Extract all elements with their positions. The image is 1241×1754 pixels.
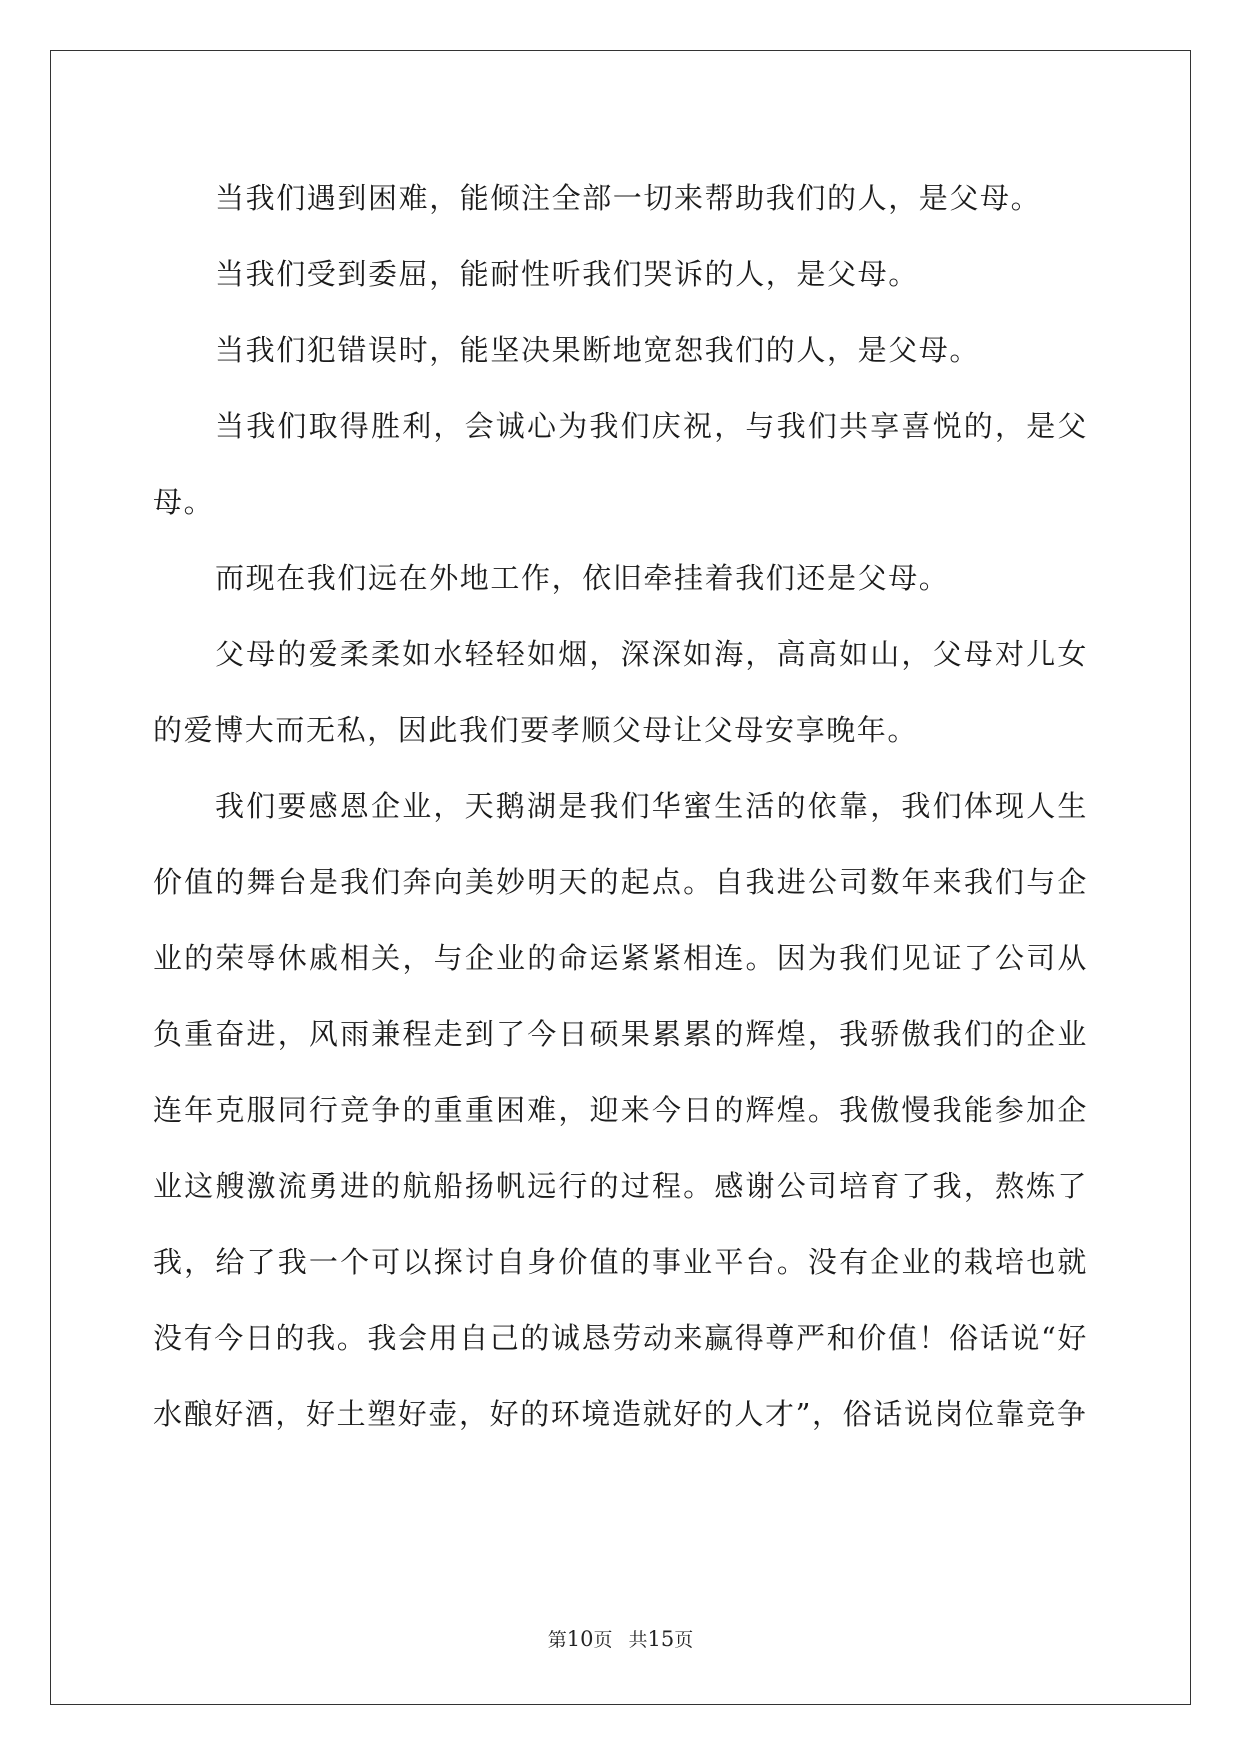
total-suffix: 页 — [674, 1629, 694, 1651]
paragraph-4: 当我们取得胜利，会诚心为我们庆祝，与我们共享喜悦的，是父母。 — [153, 409, 1088, 519]
document-body — [153, 160, 1088, 1452]
paragraph-7: 我们要感恩企业，天鹅湖是我们华蜜生活的依靠，我们体现人生价值的舞台是我们奔向美妙明天的起点。自我进公司数年来我们与企业的荣辱休戚相关，与企业的命运紧紧相连。因为我们见证了公司从负重奋进，风雨兼程走到了今日硕果累累的辉煌，我骄傲我们的企业连年克服同行竞争的重重困难，迎来今日的辉煌。我傲慢我能参加企业这艘激流勇进的航船扬帆远行的过程。感谢公司培育了我，熬炼了我，给了我一个可以探讨自身价值的事业平台。没有企业的栽培也就没有今日的我。我会用自己的诚恳劳动来赢得尊严和价值！俗话说“好水酿好酒，好土塑好壶，好的环境造就好的人才”，俗话说岗位靠竞争 — [153, 789, 1088, 1431]
page-footer — [0, 1627, 1241, 1652]
paragraph-2: 当我们受到委屈，能耐性听我们哭诉的人，是父母。 — [215, 257, 919, 291]
paragraph-5: 而现在我们远在外地工作，依旧牵挂着我们还是父母。 — [215, 561, 950, 595]
paragraph-3: 当我们犯错误时，能坚决果断地宽恕我们的人，是父母。 — [215, 333, 981, 367]
paragraph-6: 父母的爱柔柔如水轻轻如烟，深深如海，高高如山，父母对儿女的爱博大而无私，因此我们要孝顺父母让父母安享晚年。 — [153, 637, 1088, 747]
paragraph-1: 当我们遇到困难，能倾注全部一切来帮助我们的人，是父母。 — [215, 181, 1042, 215]
total-page-number: 15 — [647, 1627, 675, 1651]
page-suffix: 页 — [593, 1629, 613, 1651]
total-prefix: 共 — [628, 1629, 648, 1651]
page-prefix: 第 — [547, 1629, 567, 1651]
current-page-number: 10 — [566, 1627, 594, 1651]
